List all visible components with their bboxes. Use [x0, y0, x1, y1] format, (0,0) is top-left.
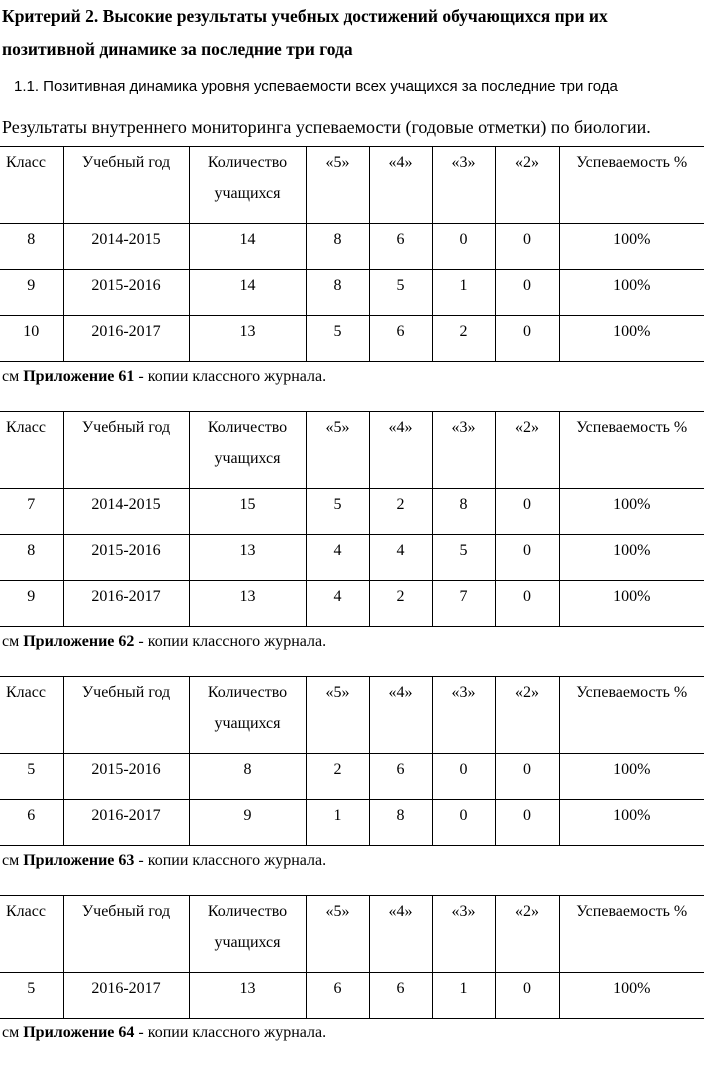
table-cell: 2 — [369, 581, 432, 627]
column-header: Учебный год — [63, 677, 189, 754]
appendix-reference: Приложение 61 — [23, 368, 135, 385]
table-cell: 5 — [0, 754, 63, 800]
table-cell: 100% — [559, 581, 704, 627]
column-header: «4» — [369, 147, 432, 224]
table-cell: 6 — [369, 754, 432, 800]
table-cell: 8 — [306, 270, 369, 316]
table-cell: 100% — [559, 535, 704, 581]
table-cell: 2 — [432, 316, 495, 362]
table-cell: 2015-2016 — [63, 535, 189, 581]
column-header: Класс — [0, 147, 63, 224]
column-header: Успеваемость % — [559, 412, 704, 489]
section-subtitle: 1.1. Позитивная динамика уровня успеваемости всех учащихся за последние три года — [14, 78, 618, 95]
table-cell: 2015-2016 — [63, 754, 189, 800]
table-cell: 100% — [559, 754, 704, 800]
column-header: «3» — [432, 677, 495, 754]
column-header: Успеваемость % — [559, 896, 704, 973]
table-cell: 2015-2016 — [63, 270, 189, 316]
table-cell: 10 — [0, 316, 63, 362]
appendix-reference: Приложение 64 — [23, 1024, 135, 1041]
table-cell: 2016-2017 — [63, 973, 189, 1019]
table-cell: 0 — [432, 754, 495, 800]
appendix-reference: Приложение 62 — [23, 633, 135, 650]
table-cell: 0 — [495, 800, 559, 846]
results-table-2 — [0, 411, 704, 627]
table-cell: 6 — [306, 973, 369, 1019]
column-header: Класс — [0, 677, 63, 754]
table-cell: 8 — [0, 224, 63, 270]
table-cell: 100% — [559, 316, 704, 362]
table-cell: 2014-2015 — [63, 224, 189, 270]
table-cell: 2016-2017 — [63, 581, 189, 627]
table-cell: 4 — [306, 581, 369, 627]
note-prefix: см — [2, 1024, 24, 1041]
table-header-row — [0, 677, 704, 754]
table-cell: 5 — [369, 270, 432, 316]
table-row — [0, 973, 704, 1019]
table-cell: 0 — [432, 224, 495, 270]
table-cell: 2016-2017 — [63, 800, 189, 846]
note-suffix: - копии классного журнала. — [134, 368, 327, 385]
table-cell: 100% — [559, 489, 704, 535]
column-header: «5» — [306, 896, 369, 973]
table-cell: 14 — [189, 224, 306, 270]
table-cell: 13 — [189, 581, 306, 627]
column-header: Учебный год — [63, 147, 189, 224]
column-header: «5» — [306, 677, 369, 754]
column-header: «4» — [369, 896, 432, 973]
table-cell: 0 — [495, 316, 559, 362]
table-cell: 5 — [306, 489, 369, 535]
column-header: «3» — [432, 412, 495, 489]
appendix-note — [2, 1023, 326, 1043]
appendix-note — [2, 367, 326, 387]
table-cell: 6 — [369, 973, 432, 1019]
table-cell: 9 — [0, 581, 63, 627]
note-prefix: см — [2, 852, 24, 869]
column-header: Класс — [0, 412, 63, 489]
table-cell: 8 — [0, 535, 63, 581]
table-cell: 8 — [189, 754, 306, 800]
column-header: Количество учащихся — [189, 147, 306, 224]
table-cell: 13 — [189, 316, 306, 362]
note-suffix: - копии классного журнала. — [134, 852, 327, 869]
column-header: Количество учащихся — [189, 412, 306, 489]
table-row — [0, 316, 704, 362]
table-cell: 100% — [559, 270, 704, 316]
table-row — [0, 754, 704, 800]
table-cell: 9 — [0, 270, 63, 316]
table-cell: 0 — [495, 489, 559, 535]
table-cell: 7 — [432, 581, 495, 627]
column-header: Успеваемость % — [559, 147, 704, 224]
column-header: «4» — [369, 412, 432, 489]
table-cell: 6 — [369, 224, 432, 270]
column-header: «2» — [495, 412, 559, 489]
table-cell: 1 — [432, 270, 495, 316]
table-row — [0, 224, 704, 270]
table-cell: 5 — [0, 973, 63, 1019]
column-header: Количество учащихся — [189, 896, 306, 973]
column-header: «3» — [432, 896, 495, 973]
table-cell: 8 — [306, 224, 369, 270]
table-cell: 0 — [495, 535, 559, 581]
column-header: «2» — [495, 677, 559, 754]
table-header-row — [0, 412, 704, 489]
table-cell: 2 — [306, 754, 369, 800]
table-cell: 0 — [432, 800, 495, 846]
column-header: «5» — [306, 412, 369, 489]
intro-text: Результаты внутреннего мониторинга успеваемости (годовые отметки) по биологии. — [2, 117, 651, 137]
table-cell: 100% — [559, 973, 704, 1019]
table-cell: 5 — [306, 316, 369, 362]
table-cell: 0 — [495, 224, 559, 270]
table-cell: 6 — [0, 800, 63, 846]
table-cell: 4 — [369, 535, 432, 581]
column-header: Учебный год — [63, 412, 189, 489]
table-cell: 2 — [369, 489, 432, 535]
table-cell: 8 — [369, 800, 432, 846]
table-cell: 1 — [306, 800, 369, 846]
table-header-row — [0, 147, 704, 224]
table-cell: 5 — [432, 535, 495, 581]
column-header: Успеваемость % — [559, 677, 704, 754]
column-header: «3» — [432, 147, 495, 224]
table-header-row — [0, 896, 704, 973]
note-prefix: см — [2, 633, 24, 650]
table-row — [0, 489, 704, 535]
table-cell: 1 — [432, 973, 495, 1019]
table-cell: 13 — [189, 535, 306, 581]
document-title: Критерий 2. Высокие результаты учебных достижений обучающихся при их позитивной динамике за последние три года — [2, 6, 608, 59]
note-suffix: - копии классного журнала. — [134, 633, 327, 650]
table-row — [0, 535, 704, 581]
results-table-4 — [0, 895, 704, 1019]
table-cell: 100% — [559, 800, 704, 846]
table-cell: 2014-2015 — [63, 489, 189, 535]
table-cell: 0 — [495, 581, 559, 627]
table-cell: 8 — [432, 489, 495, 535]
appendix-reference: Приложение 63 — [23, 852, 135, 869]
table-cell: 0 — [495, 270, 559, 316]
table-cell: 13 — [189, 973, 306, 1019]
table-cell: 0 — [495, 754, 559, 800]
table-row — [0, 581, 704, 627]
column-header: Класс — [0, 896, 63, 973]
table-cell: 15 — [189, 489, 306, 535]
appendix-note — [2, 851, 326, 871]
table-cell: 9 — [189, 800, 306, 846]
column-header: Количество учащихся — [189, 677, 306, 754]
note-suffix: - копии классного журнала. — [134, 1024, 327, 1041]
table-row — [0, 270, 704, 316]
results-table-3 — [0, 676, 704, 846]
column-header: «2» — [495, 147, 559, 224]
appendix-note — [2, 632, 326, 652]
column-header: «4» — [369, 677, 432, 754]
column-header: «5» — [306, 147, 369, 224]
table-cell: 14 — [189, 270, 306, 316]
table-row — [0, 800, 704, 846]
results-table-1 — [0, 146, 704, 362]
table-cell: 2016-2017 — [63, 316, 189, 362]
note-prefix: см — [2, 368, 24, 385]
column-header: «2» — [495, 896, 559, 973]
table-cell: 100% — [559, 224, 704, 270]
table-cell: 7 — [0, 489, 63, 535]
table-cell: 0 — [495, 973, 559, 1019]
table-cell: 6 — [369, 316, 432, 362]
column-header: Учебный год — [63, 896, 189, 973]
table-cell: 4 — [306, 535, 369, 581]
